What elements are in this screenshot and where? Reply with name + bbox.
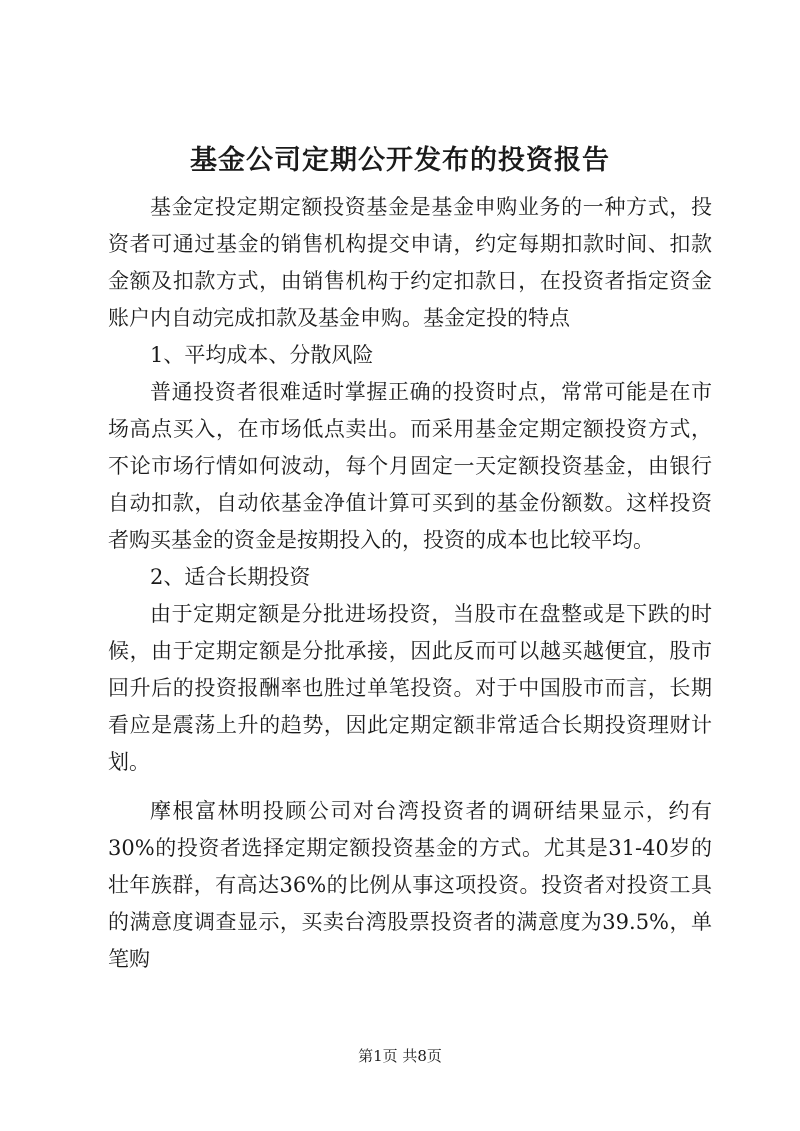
page-footer: 第1页 共8页	[358, 1047, 442, 1065]
section-heading-2: 2、适合长期投资	[150, 565, 311, 589]
document-body	[108, 189, 712, 978]
paragraph-section-1: 普通投资者很难适时掌握正确的投资时点，常常可能是在市场高点买入，在市场低点卖出。而采用基金定期定额投资方式，不论市场行情如何波动，每个月固定一天定额投资基金，由银行自动扣款，自动依基金净值计算可买到的基金份额数。这样投资者购买基金的资金是按期投入的，投资的成本也比较平均。	[108, 380, 712, 552]
section-heading-1: 1、平均成本、分散风险	[150, 343, 374, 367]
document-title: 基金公司定期公开发布的投资报告	[190, 145, 610, 176]
paragraph-survey: 摩根富林明投顾公司对台湾投资者的调研结果显示，约有30%的投资者选择定期定额投资基金的方式。尤其是31-40岁的壮年族群，有高达36%的比例从事这项投资。投资者对投资工具的满意度调查显示，买卖台湾股票投资者的满意度为39.5%，单笔购	[108, 799, 712, 971]
paragraph-section-2: 由于定期定额是分批进场投资，当股市在盘整或是下跌的时候，由于定期定额是分批承接，因此反而可以越买越便宜，股市回升后的投资报酬率也胜过单笔投资。对于中国股市而言，长期看应是震荡上升的趋势，因此定期定额非常适合长期投资理财计划。	[108, 602, 712, 774]
paragraph-intro: 基金定投定期定额投资基金是基金申购业务的一种方式，投资者可通过基金的销售机构提交申请，约定每期扣款时间、扣款金额及扣款方式，由销售机构于约定扣款日，在投资者指定资金账户内自动完成扣款及基金申购。基金定投的特点	[108, 195, 712, 330]
